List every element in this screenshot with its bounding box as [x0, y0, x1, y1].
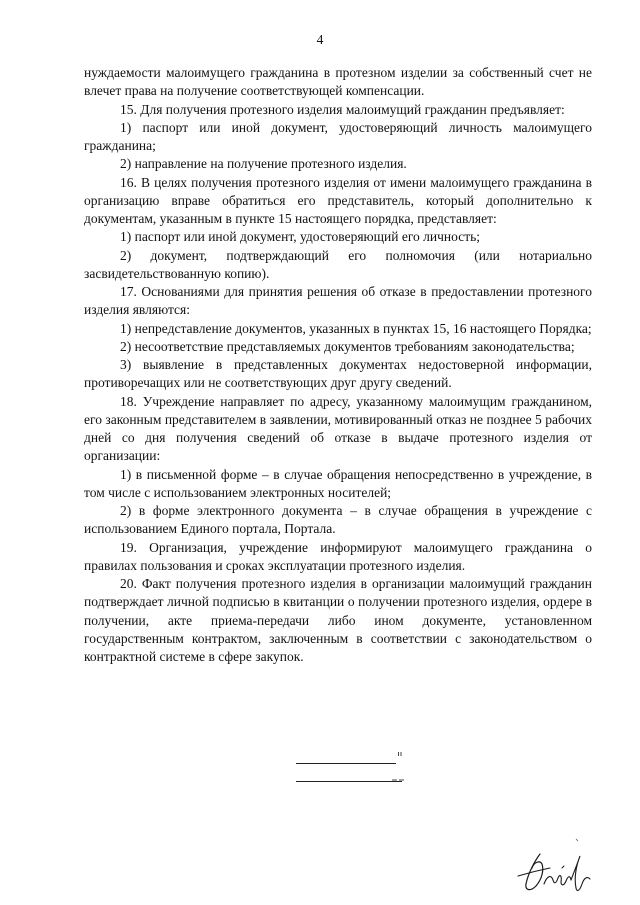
paragraph: 1) паспорт или иной документ, удостоверяющий его личность;: [120, 229, 481, 245]
rule-dash-end: [392, 778, 404, 782]
paragraph: 3) выявление в представленных документах недостоверной информации, противоречащих или не соответствующих друг другу сведений.: [84, 357, 592, 391]
closing-rule-line: [296, 763, 396, 764]
paragraph-item-16: 16. В целях получения протезного изделия от имени малоимущего гражданина в организацию вправе обратиться его представитель, который дополнительно к документам, указанным в пункте 15 настоящего порядка, представляет:: [84, 174, 592, 226]
quote-mark: [397, 751, 403, 759]
paragraph-item-15: 15. Для получения протезного изделия малоимущий гражданин предъявляет:: [120, 101, 565, 117]
paragraph: 2) несоответствие представляемых документов требованиям законодательства;: [120, 338, 575, 354]
stray-mark: [575, 838, 579, 842]
page-number: 4: [316, 32, 324, 47]
paragraph: 2) направление на получение протезного изделия.: [120, 156, 407, 172]
closing-rule-line-lower: [296, 781, 402, 782]
paragraph: 1) непредставление документов, указанных в пунктах 15, 16 настоящего Порядка;: [120, 320, 592, 336]
paragraph-item-17: 17. Основаниями для принятия решения об отказе в предоставлении протезного изделия являются:: [84, 284, 592, 318]
paragraph: 1) в письменной форме – в случае обращения непосредственно в учреждение, в том числе с использованием электронных носителей;: [84, 466, 592, 500]
paragraph: 1) паспорт или иной документ, удостоверяющий личность малоимущего гражданина;: [84, 119, 592, 153]
paragraph: 2) документ, подтверждающий его полномочия (или нотариально засвидетельствованную копию).: [84, 247, 592, 281]
paragraph-item-20: 20. Факт получения протезного изделия в организации малоимущий гражданин подтверждает личной подписью в квитанции о получении протезного изделия, ордере в получении, акте приема-передачи либо ином документе, установленном государственным контрактом, заключенным в соответствии с законодательством о контрактной системе в сфере закупок.: [84, 576, 592, 664]
paragraph-item-19: 19. Организация, учреждение информируют малоимущего гражданина о правилах пользования и сроках эксплуатации протезного изделия.: [84, 539, 592, 573]
handwritten-signature: [514, 846, 596, 898]
paragraph-item-18: 18. Учреждение направляет по адресу, указанному малоимущим гражданином, его законным представителем в заявлении, мотивированный отказ не позднее 5 рабочих дней со дня получения сведений об отказе в выдаче протезного изделия от организации:: [84, 393, 592, 464]
paragraph: нуждаемости малоимущего гражданина в протезном изделии за собственный счет не влечет права на получение соответствующей компенсации.: [84, 65, 592, 99]
document-body: [84, 64, 592, 666]
paragraph: 2) в форме электронного документа – в случае обращения в учреждение с использованием Единого портала, Портала.: [84, 503, 592, 537]
